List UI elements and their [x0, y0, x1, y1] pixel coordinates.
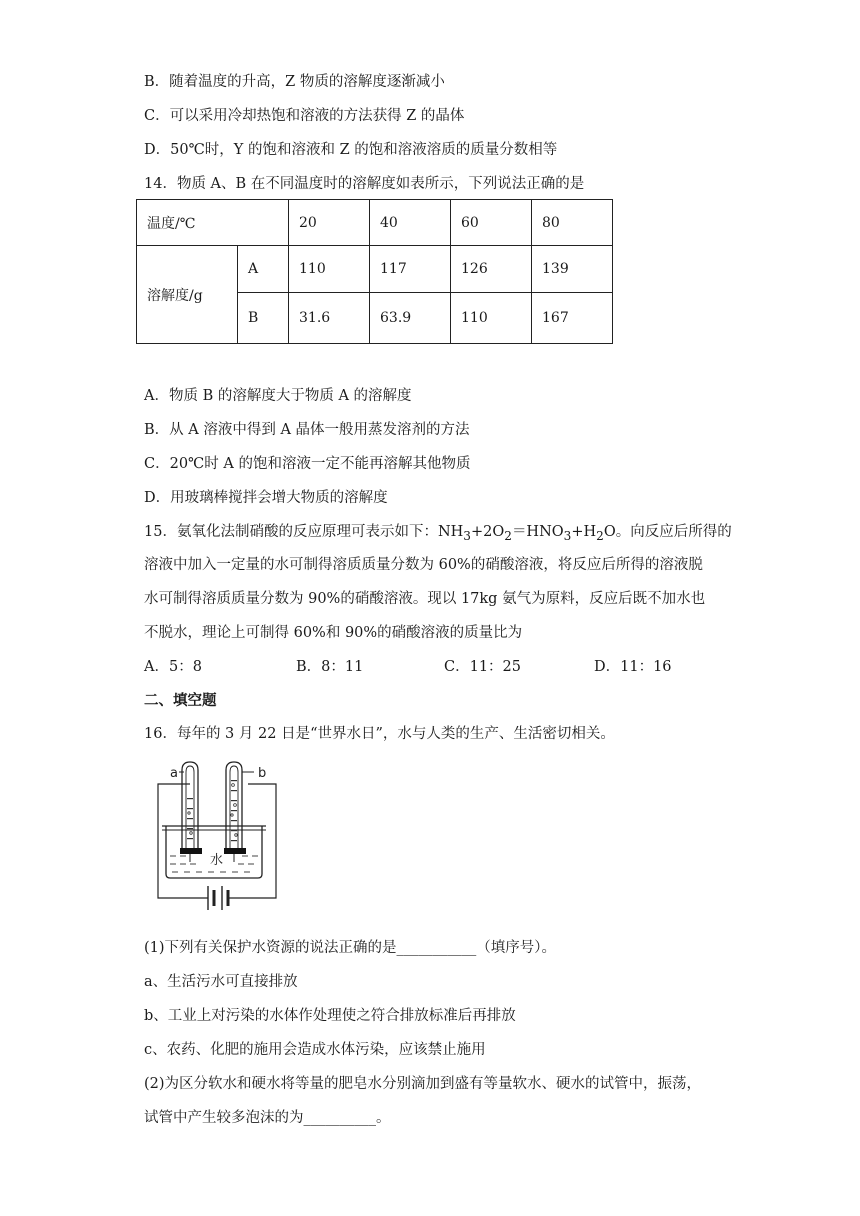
electrolysis-apparatus-diagram: [150, 758, 290, 928]
q13-option-c: C．可以采用冷却热饱和溶液的方法获得 Z 的晶体: [144, 108, 465, 124]
section-heading: 二、填空题: [144, 692, 217, 709]
q16-part2-line1: (2)为区分软水和硬水将等量的肥皂水分别滴加到盛有等量软水、硬水的试管中，振荡，: [144, 1076, 702, 1092]
q14-option-b: B．从 A 溶液中得到 A 晶体一般用蒸发溶剂的方法: [144, 422, 470, 438]
q15-option-a: A．5：8: [144, 659, 202, 675]
q16-part1-option-c: c、农药、化肥的施用会造成水体污染，应该禁止施用: [144, 1042, 486, 1058]
label-b: b: [258, 766, 267, 781]
q16-stem: 16．每年的 3 月 22 日是“世界水日”，水与人类的生产、生活密切相关。: [144, 726, 615, 742]
temp-cell: 20: [289, 200, 370, 246]
q16-part1-option-b: b、工业上对污染的水体作处理使之符合排放标准后再排放: [144, 1008, 516, 1024]
solubility-table: [136, 199, 613, 344]
temp-cell: 80: [532, 200, 613, 246]
value-cell: 63.9: [370, 293, 451, 344]
substance-label: A: [238, 246, 289, 293]
value-cell: 110: [289, 246, 370, 293]
value-cell: 31.6: [289, 293, 370, 344]
q14-option-d: D．用玻璃棒搅拌会增大物质的溶解度: [144, 490, 388, 506]
right-tube-water: [231, 780, 237, 841]
value-cell: 139: [532, 246, 613, 293]
solubility-header: 溶解度/g: [137, 246, 238, 344]
value-cell: 126: [451, 246, 532, 293]
label-a: a: [170, 766, 178, 781]
q15-option-d: D．11：16: [594, 659, 672, 675]
q15-option-b: B．8：11: [296, 659, 364, 675]
q14-stem: 14．物质 A、B 在不同温度时的溶解度如表所示，下列说法正确的是: [144, 176, 585, 192]
value-cell: 167: [532, 293, 613, 344]
q15-stem-line4: 不脱水，理论上可制得 60%和 90%的硝酸溶液的质量比为: [144, 625, 523, 641]
value-cell: 110: [451, 293, 532, 344]
left-test-tube-inner: [186, 766, 194, 854]
q16-part2-line2: 试管中产生较多泡沫的为__________。: [144, 1110, 391, 1126]
q16-part1-option-a: a、生活污水可直接排放: [144, 974, 298, 990]
value-cell: 117: [370, 246, 451, 293]
substance-label: B: [238, 293, 289, 344]
q15-option-c: C．11：25: [444, 659, 521, 675]
table-row-a: [137, 246, 613, 293]
q14-option-a: A．物质 B 的溶解度大于物质 A 的溶解度: [144, 388, 412, 404]
q16-part1: (1)下列有关保护水资源的说法正确的是___________（填序号）。: [144, 940, 557, 956]
water-label: 水: [210, 853, 224, 868]
q13-option-d: D．50℃时，Y 的饱和溶液和 Z 的饱和溶液溶质的质量分数相等: [144, 142, 558, 158]
right-electrode: [224, 848, 246, 854]
table-row-temperature: [137, 200, 613, 246]
temp-header: 温度/℃: [137, 200, 289, 246]
q15-stem-line3: 水可制得溶质质量分数为 90%的硝酸溶液。现以 17kg 氨气为原料，反应后既不加水也: [144, 591, 706, 607]
q15-stem-line1: 15．氨氧化法制硝酸的反应原理可表示如下：$NH_3+2O_2=HNO_3+H_2O$。向反应后所得的: [144, 524, 732, 543]
q15-stem-line2: 溶液中加入一定量的水可制得溶质质量分数为 60%的硝酸溶液，将反应后所得的溶液脱: [144, 557, 703, 573]
q13-option-b: B．随着温度的升高，Z 物质的溶解度逐渐减小: [144, 74, 445, 90]
left-electrode: [180, 848, 202, 854]
temp-cell: 60: [451, 200, 532, 246]
q14-option-c: C．20℃时 A 的饱和溶液一定不能再溶解其他物质: [144, 456, 471, 472]
temp-cell: 40: [370, 200, 451, 246]
